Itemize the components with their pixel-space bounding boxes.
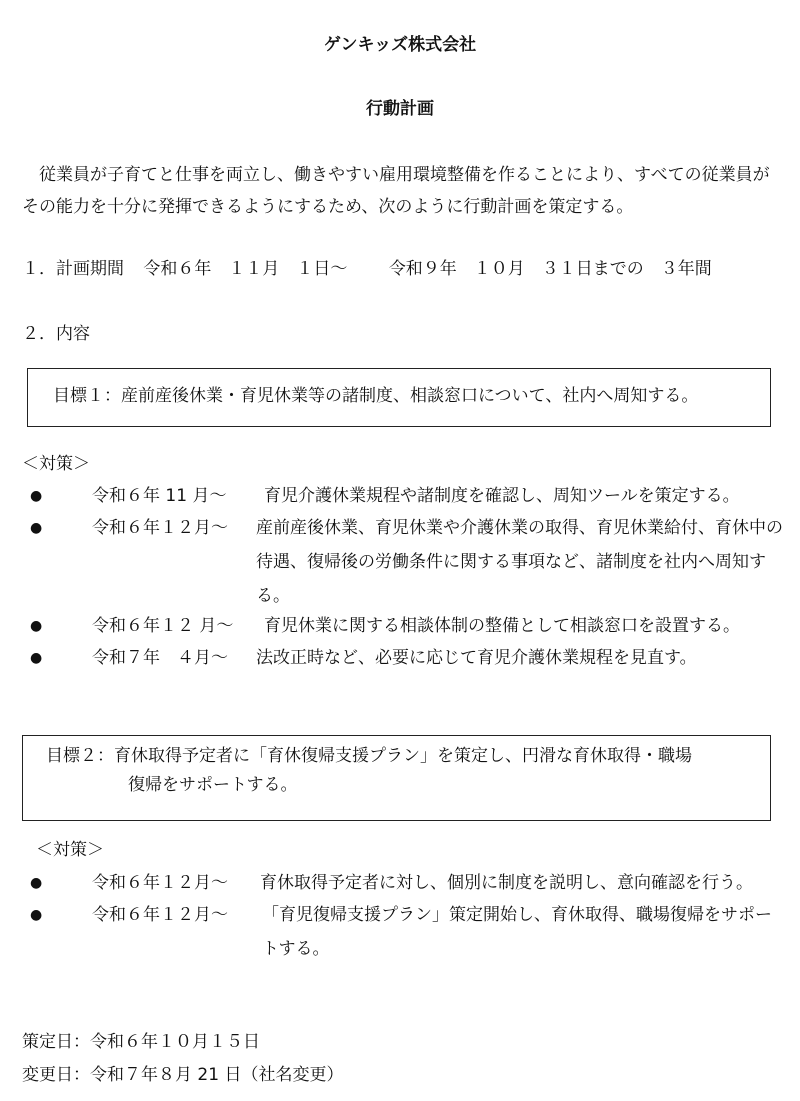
measure-text: 「育児復帰支援プラン」策定開始し、育休取得、職場復帰をサポートする。 [262,905,772,959]
measure-text: 産前産後休業、育児休業や介護休業の取得、育児休業給付、育休中の待遇、復帰後の労働条件に関する事項など、諸制度を社内へ周知する。 [256,518,783,606]
bullet-icon: ● [30,650,43,666]
plan-period-label: １．計画期間 [22,259,124,279]
measure-text: 育児介護休業規程や諸制度を確認し、周知ツールを策定する。 [264,486,740,506]
measure-text: 育児休業に関する相談体制の整備として相談窓口を設置する。 [264,616,740,636]
measure-date: 令和６年１２月～ [92,905,228,925]
company-name: ゲンキッズ株式会社 [323,35,477,55]
intro-text: 従業員が子育てと仕事を両立し、働きやすい雇用環境整備を作ることにより、すべての従業員がその能力を十分に発揮できるようにするため、次のように行動計画を策定する。 [22,165,770,217]
goal2-box [22,735,771,821]
bullet-icon: ● [30,907,43,923]
goal2-text-line2: 復帰をサポートする。 [128,775,298,795]
measure-text: 育休取得予定者に対し、個別に制度を説明し、意向確認を行う。 [260,873,753,893]
bullet-icon: ● [30,488,43,504]
bullet-icon: ● [30,875,43,891]
plan-period-start: 令和６年 １１月 １日～ [143,259,348,279]
goal2-text-line1: 目標２：育休取得予定者に「育休復帰支援プラン」を策定し、円滑な育休取得・職場 [46,746,692,766]
goal1-measures-heading: ＜対策＞ [22,454,90,474]
bullet-icon: ● [30,520,43,536]
measure-date: 令和６年１２月～ [92,518,228,538]
intro-paragraph [22,159,782,223]
bullet-icon: ● [30,618,43,634]
goal2-measures-heading: ＜対策＞ [36,840,104,860]
measure-date: 令和７年 ４月～ [92,648,228,668]
changed-date: 変更日：令和７年８月 21 日（社名変更） [22,1065,344,1085]
document-title: 行動計画 [366,99,434,119]
plan-period [22,257,712,281]
content-heading: ２．内容 [22,324,90,344]
measure-date: 令和６年１２ 月～ [92,616,234,636]
plan-period-end: 令和９年 １０月 ３１日までの ３年間 [388,259,712,279]
measure-date: 令和６年１２月～ [92,873,228,893]
goal1-text: 目標１：産前産後休業・育児休業等の諸制度、相談窓口について、社内へ周知する。 [53,386,699,406]
goal2-text [46,742,766,800]
measure-date: 令和６年 11 月～ [92,486,227,506]
established-date: 策定日：令和６年１０月１５日 [22,1032,260,1052]
goal1-box [27,368,771,427]
measure-text: 法改正時など、必要に応じて育児介護休業規程を見直す。 [256,648,697,668]
